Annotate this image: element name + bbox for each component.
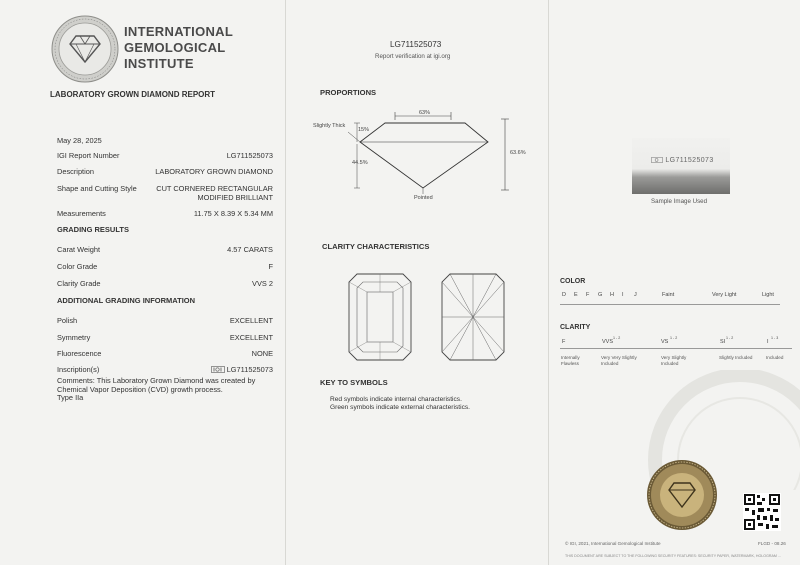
copyright-text: © IGI, 2021, International Gemological Institute [565,541,661,546]
brand-name [124,24,233,72]
diamond-type: Type IIa [57,393,84,403]
brand-line: GEMOLOGICAL [124,40,226,55]
culet-label: Pointed [414,195,433,201]
detail-row-shape: Shape and Cutting Style CUT CORNERED RECTANGULAR MODIFIED BRILLIANT [57,184,273,202]
color-scale-heading: COLOR [560,278,586,285]
grading-report-sheet: INTERNATIONAL GEMOLOGICAL INSTITUTE LABORATORY GROWN DIAMOND REPORT May 28, 2025 IGI Report Number LG711525073 Description LABORATORY GROWN DIAMOND Shape and Cutting Style CUT CORNERED RECTANGULAR MODIFIED BRILLIANT Measurements 11.75 X 8.39 X 5.34 MM GRADING RESULTS Carat Weight 4.57 CARATS Color Grade F Clarity Grade VVS 2 ADDITIONAL GRADING INFORMATION Polish EXCELLENT Symmetry EXCELLENT Fluorescence NONE Inscription(s) LG711525073 Comments: This Laboratory Grown Diamond was created by Chemical Vapor Deposition (CVD) growth process. Type IIa LG711525073 Report verification at igi.org PROPORTIONS 63% Slightly Thick 15% 44.5% 63.6% Pointed CLARITY CHARACTERISTICS KEY TO SYMBOLS Red symbols indicate internal characteristics. Green symbols indicate external characteristics. LG711525073 Sample Image Used COLOR D E F G H I J Faint Very Light Light CLARITY F VVS 1 - 2 VS 1 - 2 SI 1 - 2 I 1 - 3 Internally Flawless Very Very Slightly Included Very Slightly Included Slightly Included Included © IGI, 2021, International Gemological Institute FLGD - 08.26 THIS DOCUMENT ARE SUBJECT TO THE FOLLOWING SECURITY FEATURES: SECURITY PAPER, WATERMARK, HOLOGRAM ... [0,0,800,565]
clarity-desc: Internally Flawless [561,355,580,366]
igi-seal-logo [50,14,120,84]
sample-caption: Sample Image Used [651,198,708,205]
form-code: FLGD - 08.26 [758,541,786,546]
grading-results-heading: GRADING RESULTS [57,225,129,234]
security-disclaimer: THIS DOCUMENT ARE SUBJECT TO THE FOLLOWING SECURITY FEATURES: SECURITY PAPER, WATERMARK, HOLOGRAM ... [565,554,781,558]
clarity-desc: Included [766,355,784,360]
depth-percent: 63.6% [510,150,526,156]
comments-text: Comments: This Laboratory Grown Diamond was created by Chemical Vapor Deposition (CVD) growth process. Type IIa [57,377,277,403]
brand-line: INTERNATIONAL [124,24,234,39]
sample-inscription-text: LG711525073 [651,157,714,164]
additional-info-heading: ADDITIONAL GRADING INFORMATION [57,296,196,305]
crown-percent: 15% [358,127,370,133]
clarity-desc: Very Very Slightly Included [601,355,637,366]
verify-text: Report verification at igi.org [375,53,451,60]
proportions-diagram [300,104,530,204]
report-title: LABORATORY GROWN DIAMOND REPORT [50,90,216,99]
igi-mini-logo-icon [211,366,225,373]
key-line-external: Green symbols indicate external characteristics. [330,404,470,411]
key-line-internal: Red symbols indicate internal characteristics. [330,396,462,403]
report-number-header: LG711525073 [390,40,442,49]
clarity-scale-heading: CLARITY [560,324,591,331]
igi-mini-logo-icon [651,157,663,163]
brand-line: INSTITUTE [124,56,194,71]
sample-inscription-image [632,138,730,194]
fold-line [285,0,286,565]
key-to-symbols-heading: KEY TO SYMBOLS [320,378,388,387]
crown-plot-diagram [345,272,415,362]
pavilion-percent: 44.5% [352,160,368,166]
proportions-heading: PROPORTIONS [320,88,377,97]
fold-line [548,0,549,565]
qr-code-icon[interactable] [743,493,781,531]
clarity-desc: Slightly Included [719,355,753,360]
clarity-desc: Very Slightly Included [661,355,687,366]
girdle-label: Slightly Thick [313,123,346,129]
pavilion-plot-diagram [438,272,508,362]
table-percent: 63% [419,110,431,116]
clarity-characteristics-heading: CLARITY CHARACTERISTICS [322,242,430,251]
clarity-scale: F VVS 1 - 2 VS 1 - 2 SI 1 - 2 I 1 - 3 [560,336,792,349]
hologram-seal-icon [645,458,719,532]
color-scale: D E F G H I J Faint Very Light Light [560,290,780,305]
